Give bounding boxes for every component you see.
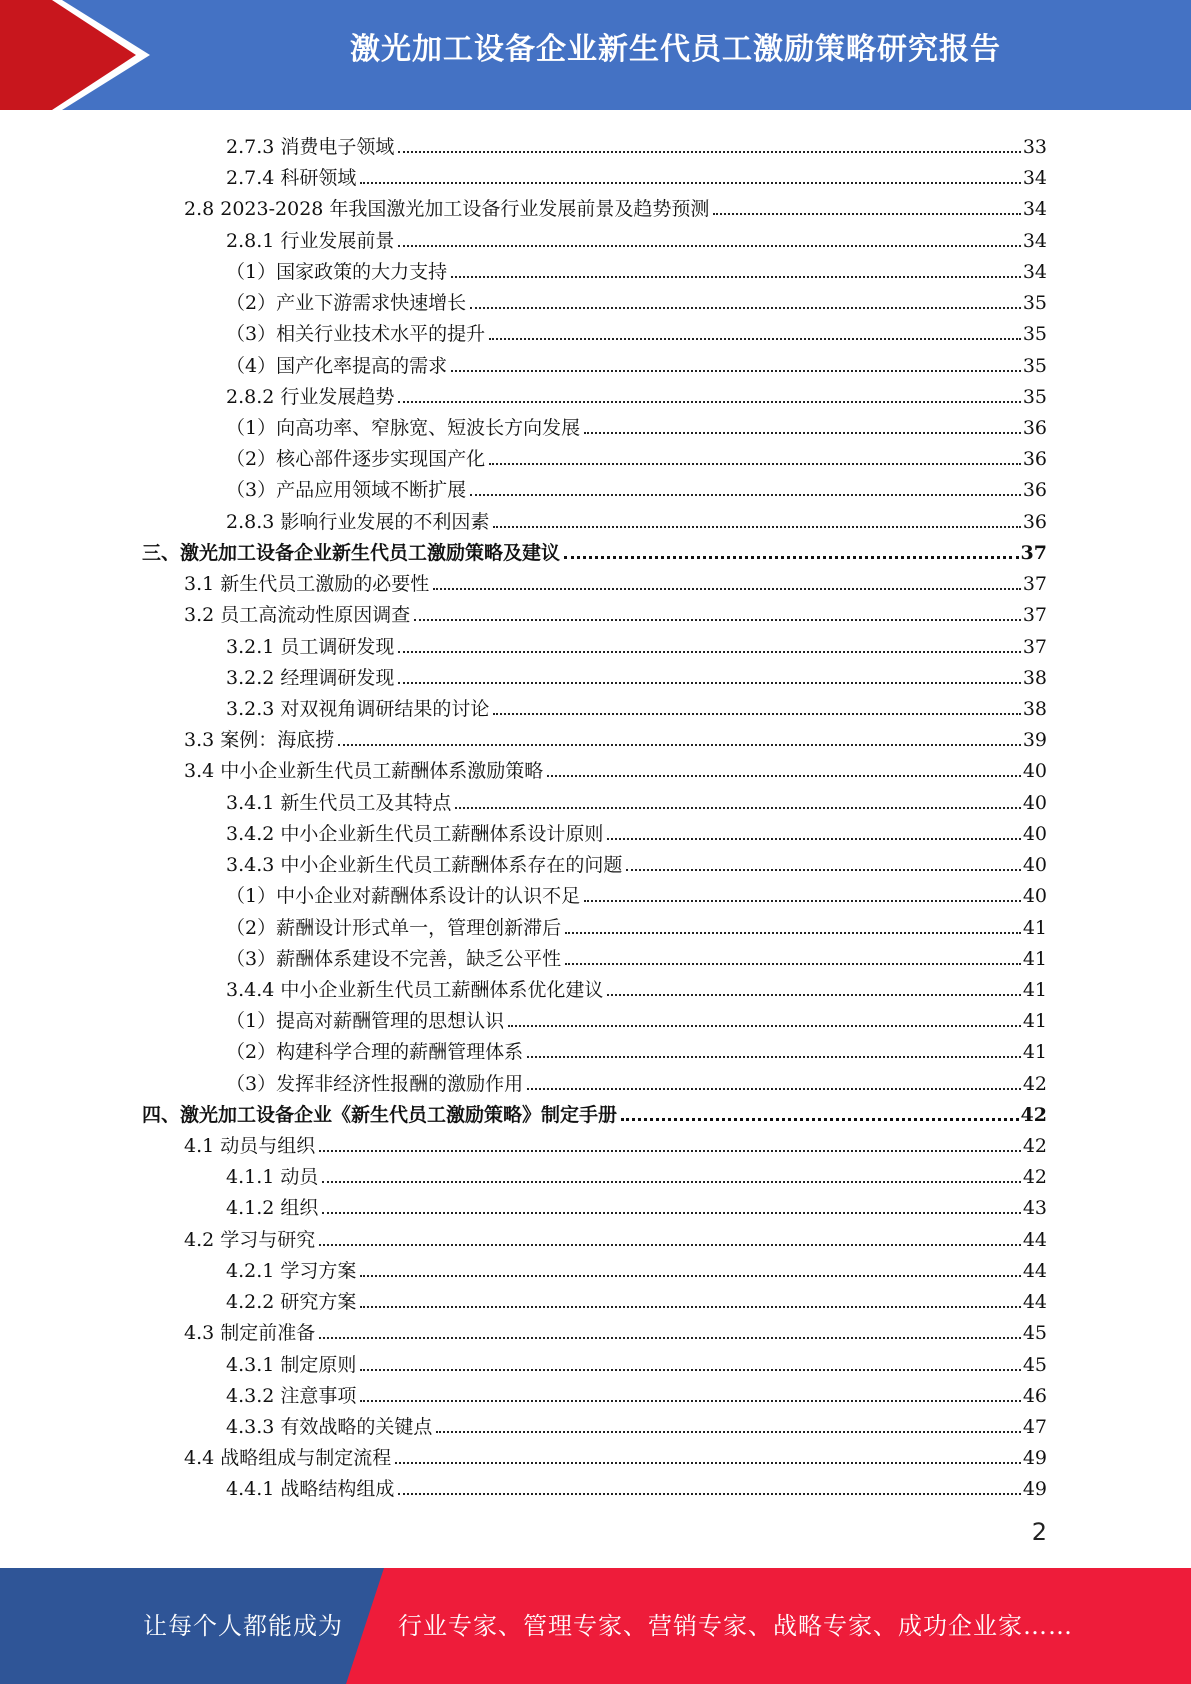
toc-entry-label: 4.3.3 有效战略的关键点: [226, 1416, 433, 1439]
toc-entry: [226, 440, 1047, 471]
toc-leader-dots: [451, 276, 1021, 278]
report-title: 激光加工设备企业新生代员工激励策略研究报告: [350, 32, 1001, 67]
toc-entry-page: 36: [1022, 448, 1047, 471]
toc-entry-label: （3）产品应用领域不断扩展: [226, 479, 467, 502]
toc-entry: [226, 628, 1047, 659]
toc-entry-page: 34: [1022, 167, 1047, 190]
toc-entry: [226, 1158, 1047, 1189]
page-header: [0, 0, 1191, 110]
toc-entry-page: 45: [1022, 1353, 1047, 1376]
toc-entry: [142, 534, 1047, 565]
toc-leader-dots: [433, 588, 1021, 590]
toc-entry-label: 3.4.1 新生代员工及其特点: [226, 791, 452, 814]
toc-entry: [226, 347, 1047, 378]
toc-entry-page: 36: [1022, 479, 1047, 502]
toc-entry-page: 40: [1022, 885, 1047, 908]
toc-entry: [226, 1033, 1047, 1064]
toc-leader-dots: [564, 556, 1019, 559]
toc-leader-dots: [584, 432, 1021, 434]
toc-leader-dots: [322, 1181, 1020, 1183]
toc-entry: [226, 253, 1047, 284]
toc-leader-dots: [455, 807, 1020, 809]
toc-entry-page: 37: [1022, 604, 1047, 627]
toc-entry-label: 3.3 案例：海底捞: [184, 729, 335, 752]
toc-entry-page: 37: [1022, 635, 1047, 658]
toc-entry: [226, 222, 1047, 253]
toc-entry: [226, 284, 1047, 315]
toc-entry-label: 4.2 学习与研究: [184, 1228, 316, 1251]
toc-entry: [226, 1346, 1047, 1377]
toc-leader-dots: [360, 1400, 1020, 1402]
toc-entry-page: 38: [1022, 666, 1047, 689]
toc-entry-page: 41: [1022, 947, 1047, 970]
toc-leader-dots: [470, 307, 1021, 309]
toc-leader-dots: [398, 651, 1020, 653]
toc-entry-label: 2.7.4 科研领域: [226, 167, 357, 190]
toc-entry-label: （3）发挥非经济性报酬的激励作用: [226, 1072, 524, 1095]
toc-entry: [226, 690, 1047, 721]
toc-leader-dots: [489, 463, 1021, 465]
toc-entry-page: 34: [1022, 198, 1047, 221]
toc-entry-page: 37: [1020, 541, 1047, 564]
toc-entry: [226, 1408, 1047, 1439]
toc-leader-dots: [338, 744, 1021, 746]
toc-entry-page: 41: [1022, 1041, 1047, 1064]
toc-entry-label: 4.1.2 组织: [226, 1197, 319, 1220]
toc-leader-dots: [626, 869, 1020, 871]
toc-entry-label: 4.3.1 制定原则: [226, 1353, 357, 1376]
toc-entry-page: 35: [1022, 354, 1047, 377]
toc-entry: [226, 815, 1047, 846]
toc-entry-label: （1）向高功率、窄脉宽、短波长方向发展: [226, 416, 581, 439]
toc-entry-page: 41: [1022, 916, 1047, 939]
toc-entry-label: 3.2 员工高流动性原因调查: [184, 604, 411, 627]
toc-leader-dots: [398, 245, 1020, 247]
toc-entry-label: （2）产业下游需求快速增长: [226, 292, 467, 315]
toc-entry: [226, 1065, 1047, 1096]
toc-entry-page: 42: [1022, 1135, 1047, 1158]
toc-entry-page: 36: [1022, 416, 1047, 439]
toc-entry-page: 44: [1022, 1228, 1047, 1251]
toc-entry-page: 49: [1022, 1478, 1047, 1501]
toc-entry-page: 40: [1022, 822, 1047, 845]
toc-entry: [226, 315, 1047, 346]
toc-entry-page: 40: [1022, 791, 1047, 814]
toc-leader-dots: [319, 1337, 1021, 1339]
toc-leader-dots: [360, 1369, 1020, 1371]
toc-entry-page: 44: [1022, 1259, 1047, 1282]
toc-entry-page: 38: [1022, 697, 1047, 720]
toc-entry-label: 三、激光加工设备企业新生代员工激励策略及建议: [142, 541, 561, 564]
toc-entry: [226, 159, 1047, 190]
toc-entry-page: 37: [1022, 573, 1047, 596]
page-number: 2: [1031, 1518, 1047, 1546]
toc-entry: [226, 846, 1047, 877]
toc-entry-label: 2.7.3 消费电子领域: [226, 136, 395, 158]
toc-entry-page: 41: [1022, 1010, 1047, 1033]
toc-leader-dots: [621, 1118, 1019, 1121]
toc-entry-page: 44: [1022, 1291, 1047, 1314]
footer-slogan-right: 行业专家、管理专家、营销专家、战略专家、成功企业家……: [398, 1612, 1073, 1640]
toc-leader-dots: [322, 1212, 1020, 1214]
toc-leader-dots: [398, 682, 1020, 684]
toc-entry-page: 42: [1022, 1072, 1047, 1095]
toc-entry-label: （4）国产化率提高的需求: [226, 354, 448, 377]
toc-leader-dots: [319, 1150, 1021, 1152]
toc-entry-label: 3.2.1 员工调研发现: [226, 635, 395, 658]
toc-entry-label: （2）薪酬设计形式单一，管理创新滞后: [226, 916, 562, 939]
toc-entry: [226, 503, 1047, 534]
toc-entry-page: 43: [1022, 1197, 1047, 1220]
toc-entry-page: 46: [1022, 1384, 1047, 1407]
toc-leader-dots: [508, 1025, 1021, 1027]
toc-entry: [226, 940, 1047, 971]
toc-leader-dots: [607, 994, 1020, 996]
toc-entry: [226, 1283, 1047, 1314]
toc-entry: [226, 378, 1047, 409]
toc-entry-label: （1）国家政策的大力支持: [226, 260, 448, 283]
toc-entry-label: 3.4.4 中小企业新生代员工薪酬体系优化建议: [226, 978, 604, 1001]
toc-entry-label: 3.4 中小企业新生代员工薪酬体系激励策略: [184, 760, 544, 783]
toc-leader-dots: [493, 526, 1020, 528]
toc-entry: [184, 190, 1047, 221]
toc-entry-label: 2.8 2023-2028 年我国激光加工设备行业发展前景及趋势预测: [184, 198, 710, 221]
toc-entry-label: 4.3 制定前准备: [184, 1322, 316, 1345]
toc-entry-page: 47: [1022, 1416, 1047, 1439]
toc-entry-page: 41: [1022, 978, 1047, 1001]
toc-entry: [226, 1377, 1047, 1408]
toc-entry: [184, 1127, 1047, 1158]
toc-leader-dots: [436, 1431, 1020, 1433]
toc-entry-page: 42: [1022, 1166, 1047, 1189]
toc-leader-dots: [565, 963, 1021, 965]
toc-leader-dots: [395, 1462, 1021, 1464]
toc-entry: [184, 1221, 1047, 1252]
toc-entry: [184, 565, 1047, 596]
toc-entry-label: （2）核心部件逐步实现国产化: [226, 448, 486, 471]
toc-leader-dots: [527, 1056, 1021, 1058]
toc-entry-label: （1）中小企业对薪酬体系设计的认识不足: [226, 885, 581, 908]
toc-entry: [226, 128, 1047, 159]
toc-entry-label: 4.1.1 动员: [226, 1166, 319, 1189]
red-chevron-icon: [0, 0, 160, 110]
toc-entry-label: （1）提高对薪酬管理的思想认识: [226, 1010, 505, 1033]
toc-entry-page: 35: [1022, 385, 1047, 408]
toc-leader-dots: [414, 619, 1021, 621]
toc-leader-dots: [489, 338, 1021, 340]
toc-entry: [226, 659, 1047, 690]
toc-entry-label: 4.4 战略组成与制定流程: [184, 1447, 392, 1470]
toc-entry: [226, 1252, 1047, 1283]
toc-entry: [184, 1314, 1047, 1345]
toc-entry-label: 2.8.1 行业发展前景: [226, 229, 395, 252]
toc-entry-label: （3）相关行业技术水平的提升: [226, 323, 486, 346]
toc-entry-label: 4.2.1 学习方案: [226, 1259, 357, 1282]
toc-entry-label: （3）薪酬体系建设不完善，缺乏公平性: [226, 947, 562, 970]
toc-entry-label: 2.8.3 影响行业发展的不利因素: [226, 510, 490, 533]
toc-leader-dots: [319, 1244, 1021, 1246]
toc-entry-page: 49: [1022, 1447, 1047, 1470]
toc-entry-page: 40: [1022, 854, 1047, 877]
toc-leader-dots: [493, 713, 1020, 715]
toc-entry-page: 35: [1022, 292, 1047, 315]
toc-entry-label: 3.1 新生代员工激励的必要性: [184, 573, 430, 596]
toc-entry: [226, 971, 1047, 1002]
toc-leader-dots: [398, 151, 1020, 153]
toc-entry: [226, 877, 1047, 908]
toc-entry-page: 39: [1022, 729, 1047, 752]
toc-entry-label: 3.4.2 中小企业新生代员工薪酬体系设计原则: [226, 822, 604, 845]
toc-entry: [184, 721, 1047, 752]
toc-entry-label: 3.2.2 经理调研发现: [226, 666, 395, 689]
toc-entry-page: 42: [1020, 1103, 1047, 1126]
toc-entry-page: 33: [1022, 136, 1047, 158]
toc-entry-page: 36: [1022, 510, 1047, 533]
toc-leader-dots: [584, 900, 1021, 902]
toc-entry: [184, 1439, 1047, 1470]
toc-leader-dots: [398, 1493, 1020, 1495]
toc-entry: [226, 784, 1047, 815]
toc-entry-page: 34: [1022, 229, 1047, 252]
toc-leader-dots: [360, 182, 1020, 184]
toc-entry-page: 34: [1022, 260, 1047, 283]
toc-entry-label: 4.2.2 研究方案: [226, 1291, 357, 1314]
toc-entry: [184, 596, 1047, 627]
toc-leader-dots: [398, 401, 1020, 403]
toc-leader-dots: [360, 1306, 1020, 1308]
toc-entry: [226, 409, 1047, 440]
toc-leader-dots: [607, 838, 1020, 840]
footer-slogan-left: 让每个人都能成为: [143, 1612, 343, 1640]
toc-leader-dots: [713, 213, 1020, 215]
toc-entry-page: 45: [1022, 1322, 1047, 1345]
toc-entry: [226, 471, 1047, 502]
toc-entry-label: 2.8.2 行业发展趋势: [226, 385, 395, 408]
toc-entry: [184, 752, 1047, 783]
toc-entry: [226, 1002, 1047, 1033]
toc-entry-label: 3.4.3 中小企业新生代员工薪酬体系存在的问题: [226, 854, 623, 877]
toc-entry-label: （2）构建科学合理的薪酬管理体系: [226, 1041, 524, 1064]
toc-leader-dots: [360, 1275, 1020, 1277]
toc-leader-dots: [451, 370, 1021, 372]
toc-leader-dots: [547, 775, 1021, 777]
toc-entry-page: 40: [1022, 760, 1047, 783]
toc-entry: [226, 1189, 1047, 1220]
toc-entry-label: 四、激光加工设备企业《新生代员工激励策略》制定手册: [142, 1103, 618, 1126]
toc-leader-dots: [565, 932, 1021, 934]
toc-entry: [226, 909, 1047, 940]
toc-entry: [142, 1096, 1047, 1127]
toc-leader-dots: [470, 494, 1021, 496]
toc-entry-label: 3.2.3 对双视角调研结果的讨论: [226, 697, 490, 720]
toc-entry-label: 4.3.2 注意事项: [226, 1384, 357, 1407]
toc-entry-label: 4.4.1 战略结构组成: [226, 1478, 395, 1501]
toc-leader-dots: [527, 1088, 1021, 1090]
page-footer: [0, 1568, 1191, 1684]
toc-entry: [226, 1470, 1047, 1501]
toc-entry-label: 4.1 动员与组织: [184, 1135, 316, 1158]
toc-entry-page: 35: [1022, 323, 1047, 346]
